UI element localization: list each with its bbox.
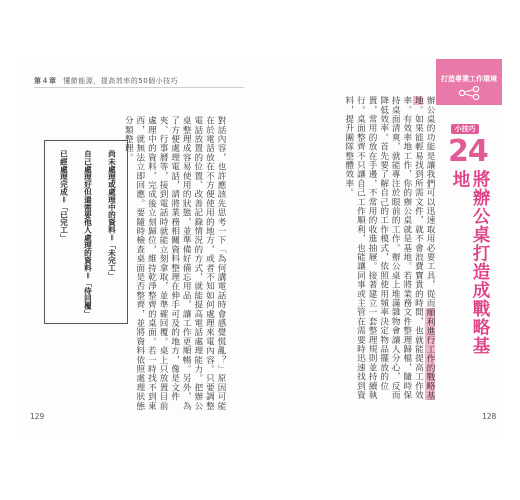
- chapter-title: 懂節能源，提高效率的50個小技巧: [63, 77, 179, 85]
- body-lead: 辦公桌的功能是讓我們可以迅速取用必要工具，從而: [425, 96, 435, 308]
- chapter-section-title: 將辦公桌打造成戰略基地: [450, 170, 490, 355]
- box-item-2: 自己處理好但還需要他人處理的資料＝「待回覆」: [83, 150, 93, 318]
- page-number-right: 128: [482, 412, 497, 421]
- box-item-3: 已經處理完成＝「已完工」: [59, 150, 69, 242]
- highlighted-phrase: 順利進行工作的戰略基地: [413, 96, 435, 400]
- right-body-text: [285, 96, 435, 408]
- tip-number: 24: [448, 134, 488, 169]
- section-tab-label: 打造專業工作環境: [441, 75, 497, 83]
- left-body-text: 對話內容，也許應該先思考一下「為何講電話時會感覺慌亂？」原因可能在於電話放在不方便使用的地方，或者不知如何處理來電內容。只要調整電話放置的位置、改善記錄情況的方式，就能提高電話處理能力。把辦公桌整理成容易使用的狀態，並準備好備忘用品，讓工作更順暢。另外，為了方便處理電話，請將業務相關資料整理在伸手可及的地方，像是文件夾、行事曆等，接到電話時就能立刻拿取，並準確回覆。桌上只放置目前處理中的資料，完成後立刻歸位，維持乾淨整齊的桌面。若一時找不到東西，就無法立即回應。要隨時檢查桌面是否整齊，並將資料依照處理狀態分類整理。: [123, 116, 226, 411]
- body-rest: 。如果能輕易找到所需文件，就不會浪費寶貴的時間，也就能提高工作效率。有效率地工作，你的辦公桌就是基地。若將業務文件整理歸檔，隨時保持桌面清爽，就能專注於眼前的工作。辦公桌上堆滿雜物會讓人分心，反而降低效率。首先要了解自己的工作模式，依照使用頻率決定物品擺放的位置，常用的放在手邊，不常用的收進抽屜。接著建立一套整理規則並持續執行。桌面整齊不只讓自己工作順利，也能讓同事或主管在需要時迅速找到資料，提升團隊整體效率。: [343, 96, 424, 400]
- box-item-1: 尚未處理或處理中的資料＝「未完工」: [107, 150, 117, 280]
- chapter-number: 第４章: [34, 77, 57, 85]
- network-icon: [458, 86, 480, 100]
- page-number-left: 129: [30, 412, 45, 421]
- tip-badge: 小技巧: [451, 124, 479, 134]
- header-rule: [34, 87, 244, 88]
- chapter-header: [34, 76, 178, 86]
